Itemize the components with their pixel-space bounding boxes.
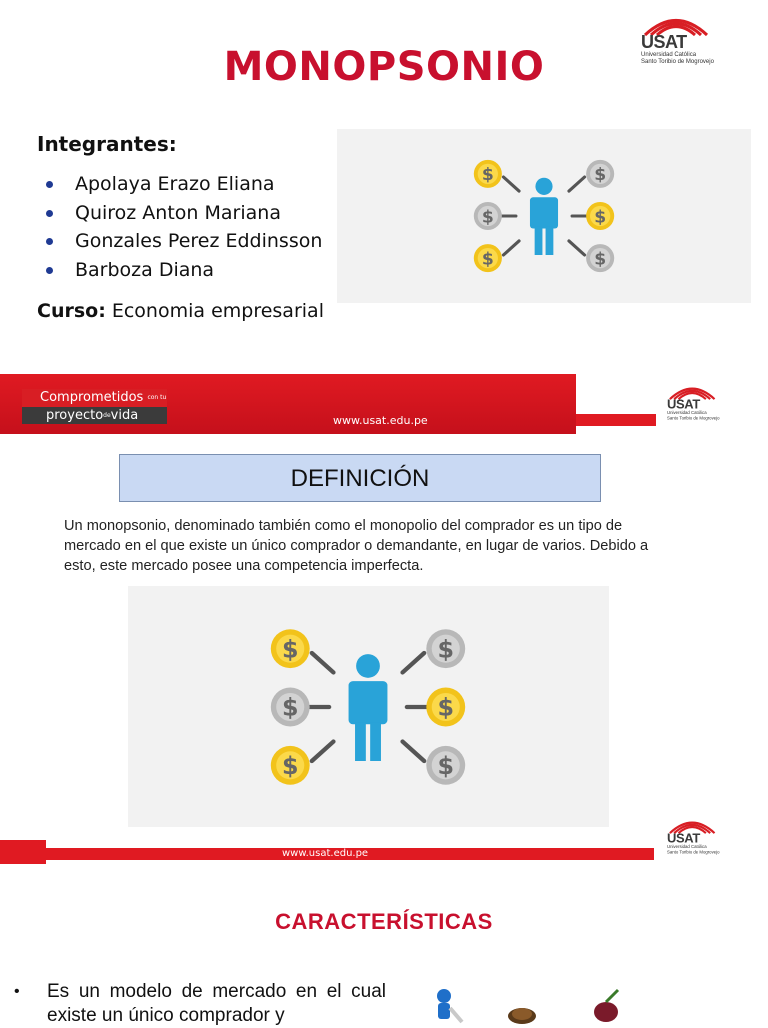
- bullet-icon: [46, 238, 53, 245]
- website-link[interactable]: www.usat.edu.pe: [333, 414, 428, 427]
- slogan-badge: [22, 389, 167, 425]
- svg-text:$: $: [281, 693, 299, 722]
- bullet-icon: •: [14, 983, 20, 1000]
- svg-text:$: $: [281, 635, 299, 664]
- market-illustration-icon: [430, 984, 640, 1024]
- website-link[interactable]: www.usat.edu.pe: [282, 848, 369, 859]
- usat-wordmark: USAT: [667, 396, 700, 412]
- svg-text:$: $: [481, 165, 494, 186]
- page-title: MONOPSONIO: [223, 44, 545, 90]
- members-list: [46, 170, 322, 284]
- list-item: Apolaya Erazo Eliana: [46, 170, 322, 199]
- definition-heading: DEFINICIÓN: [290, 465, 430, 492]
- monopsony-illustration: [337, 129, 751, 303]
- svg-text:$: $: [481, 249, 494, 270]
- usat-subtitle: Universidad Católica Santo Toribio de Mogrovejo: [641, 52, 714, 65]
- buyer-coins-icon: [128, 586, 609, 827]
- footer-corner: [0, 840, 46, 864]
- characteristics-heading: CARACTERÍSTICAS: [275, 909, 493, 934]
- svg-text:$: $: [437, 751, 455, 780]
- list-item: Barboza Diana: [46, 256, 322, 285]
- svg-text:$: $: [594, 165, 607, 186]
- bullet-icon: [46, 181, 53, 188]
- usat-wordmark: USAT: [667, 830, 700, 846]
- svg-text:$: $: [594, 207, 607, 228]
- usat-subtitle: Universidad Católica Santo Toribio de Mogrovejo: [667, 845, 720, 855]
- svg-text:$: $: [437, 635, 455, 664]
- usat-subtitle: Universidad Católica Santo Toribio de Mogrovejo: [667, 411, 720, 421]
- course-line: [37, 300, 324, 322]
- slogan-line-2: proyecto$^{de}$vida: [22, 407, 167, 424]
- course-label: Curso:: [37, 300, 106, 322]
- definition-heading-box: [119, 454, 601, 502]
- list-item: Gonzales Perez Eddinsson: [46, 227, 322, 256]
- course-value: Economia empresarial: [111, 300, 324, 322]
- list-item: [14, 980, 386, 1028]
- list-item: Quiroz Anton Mariana: [46, 199, 322, 228]
- slide-title: [0, 0, 768, 434]
- monopsony-illustration: [128, 586, 609, 827]
- buyer-coins-icon: [337, 129, 751, 303]
- usat-wordmark: USAT: [641, 32, 687, 52]
- svg-text:$: $: [281, 751, 299, 780]
- characteristic-text: Es un modelo de mercado en el cual existe un único comprador y: [47, 981, 386, 1026]
- usat-logo: [667, 384, 725, 423]
- bullet-icon: [46, 267, 53, 274]
- members-heading: Integrantes:: [37, 132, 177, 156]
- svg-text:$: $: [481, 207, 494, 228]
- footer-line: [576, 414, 656, 426]
- svg-text:$: $: [437, 693, 455, 722]
- slide-characteristics: [0, 866, 768, 1024]
- definition-text: Un monopsonio, denominado también como el monopolio del comprador es un tipo de mercado en el que existe un único comprador o demandante, en lugar de varios. Debido a esto, este mercado posee una competencia imperfecta.: [64, 518, 649, 574]
- svg-text:$: $: [594, 249, 607, 270]
- usat-logo: [667, 818, 725, 857]
- slogan-line-1: Comprometidos $^{con tu}$: [22, 389, 167, 407]
- bullet-icon: [46, 210, 53, 217]
